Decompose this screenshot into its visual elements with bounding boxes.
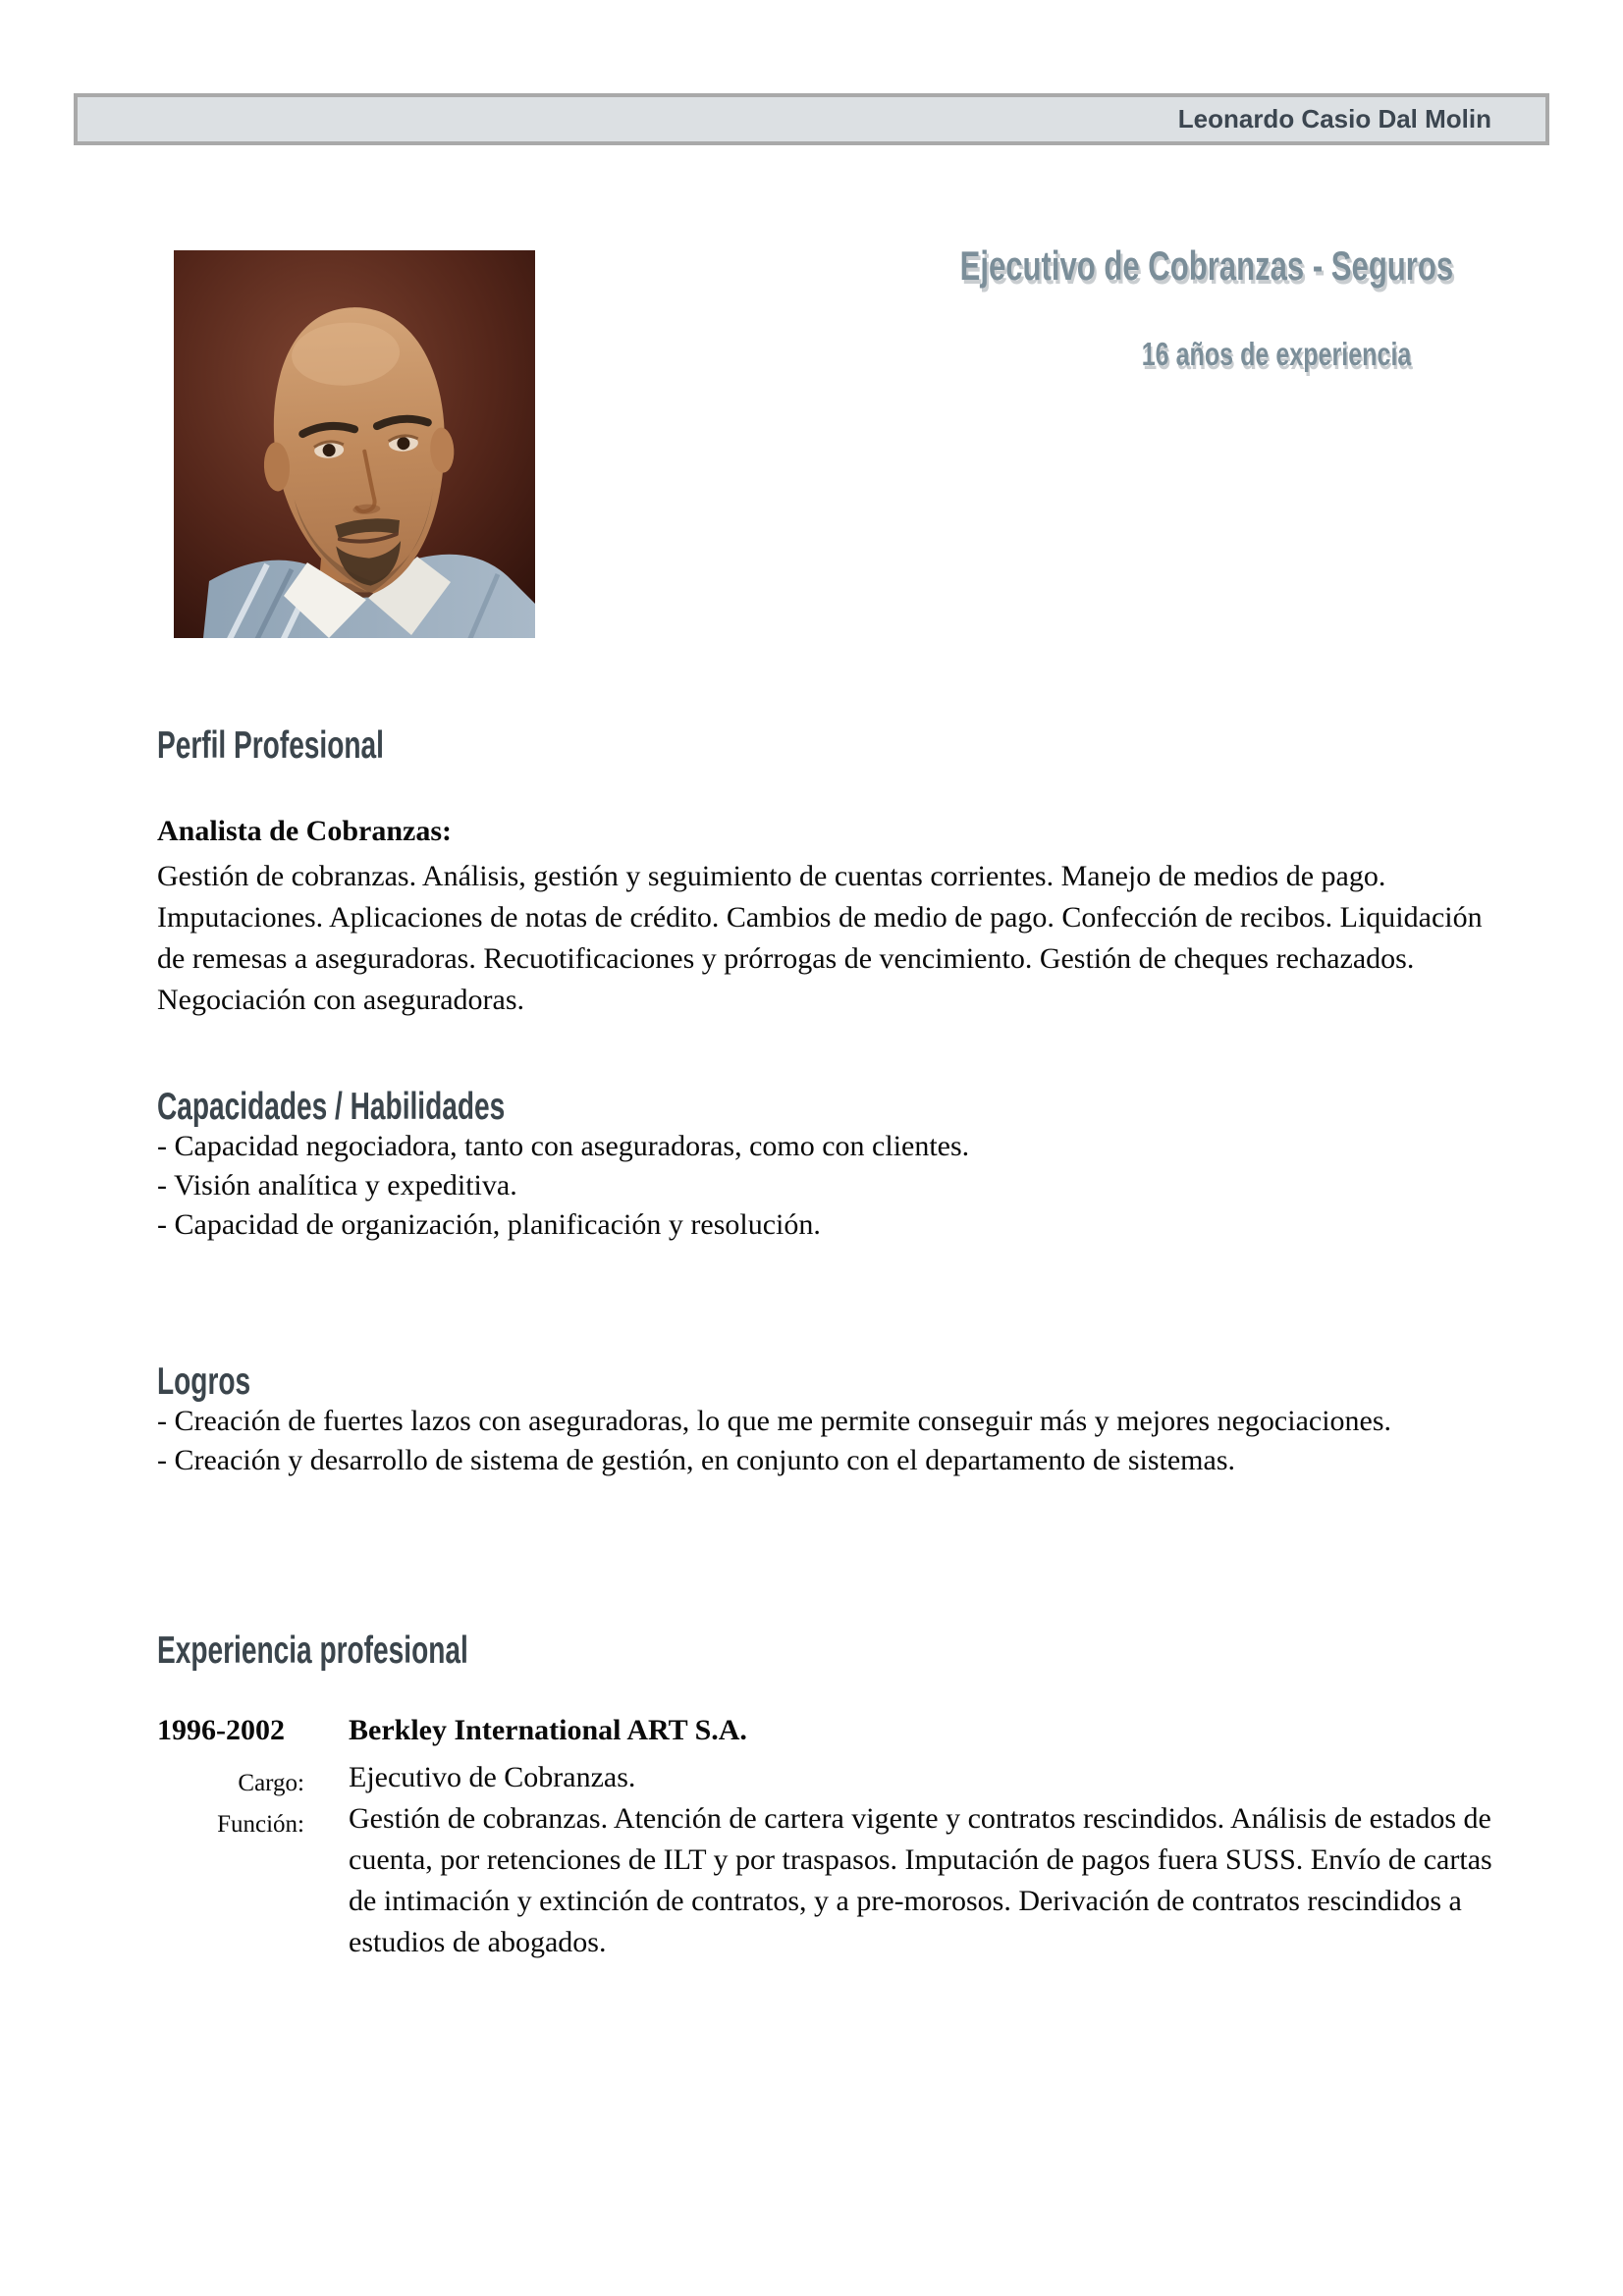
section-heading-capacidades: Capacidades / Habilidades <box>157 1086 506 1128</box>
job-funcion-row <box>157 1798 1492 1963</box>
hero-subtitle: 16 años de experiencia <box>1141 336 1411 372</box>
section-heading-logros: Logros <box>157 1361 251 1403</box>
profile-description: Gestión de cobranzas. Análisis, gestión y seguimiento de cuentas corrientes. Manejo de medios de pago. Imputaciones. Aplicaciones de notas de crédito. Cambios de medio de pago. Confección de recibos. Liquidación de remesas a aseguradoras. Recuotificaciones y prórrogas de vencimiento. Gestión de cheques rechazados. Negociación con aseguradoras. <box>157 860 1483 1016</box>
achievements-list <box>157 1402 1510 1480</box>
header-bar <box>74 93 1549 145</box>
header-name: Leonardo Casio Dal Molin <box>1177 104 1491 133</box>
section-heading-perfil: Perfil Profesional <box>157 724 384 767</box>
portrait-illustration <box>174 250 535 638</box>
cargo-value: Ejecutivo de Cobranzas. <box>349 1761 636 1793</box>
section-heading-experiencia: Experiencia profesional <box>157 1629 468 1672</box>
hero-title: Ejecutivo de Cobranzas - Seguros <box>959 242 1453 289</box>
skill-item: - Visión analítica y expeditiva. <box>157 1169 517 1201</box>
profile-role-label: Analista de Cobranzas: <box>157 815 453 847</box>
profile-photo <box>174 250 535 638</box>
achievement-item: - Creación y desarrollo de sistema de gestión, en conjunto con el departamento de sistemas. <box>157 1444 1236 1476</box>
cargo-label: Cargo: <box>238 1770 304 1796</box>
job-company: Berkley International ART S.A. <box>349 1714 747 1746</box>
achievement-item: - Creación de fuertes lazos con aseguradoras, lo que me permite conseguir más y mejores negociaciones. <box>157 1405 1392 1437</box>
job-cargo-row <box>157 1757 1492 1804</box>
skill-item: - Capacidad negociadora, tanto con aseguradoras, como con clientes. <box>157 1130 970 1162</box>
funcion-label: Función: <box>217 1811 304 1838</box>
funcion-value: Gestión de cobranzas. Atención de cartera vigente y contratos rescindidos. Análisis de estados de cuenta, por retenciones de ILT y por traspasos. Imputación de pagos fuera SUSS. Envío de cartas de intimación y extinción de contratos, y a pre-morosos. Derivación de contratos rescindidos a estudios de abogados. <box>349 1802 1492 1958</box>
job-period: 1996-2002 <box>157 1714 285 1746</box>
skills-list <box>157 1127 1510 1245</box>
skill-item: - Capacidad de organización, planificación y resolución. <box>157 1208 821 1241</box>
job-header <box>157 1714 747 1747</box>
